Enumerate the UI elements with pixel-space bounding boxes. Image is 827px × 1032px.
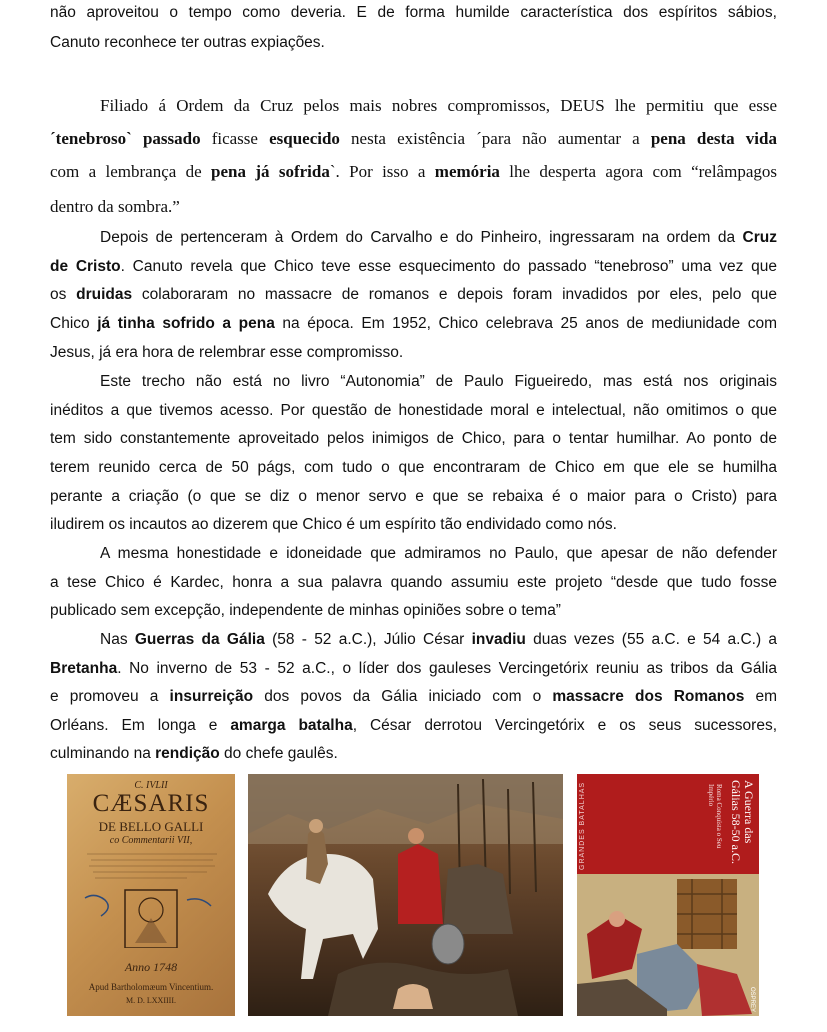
- bold-text: massacre dos Romanos: [552, 688, 745, 705]
- text-line: [50, 459, 777, 477]
- book-line: DE BELLO GALLI: [98, 819, 204, 834]
- text: com a lembrança de: [50, 162, 212, 181]
- text-line: [50, 197, 777, 217]
- bold-text: Cruz: [742, 229, 777, 246]
- text: (58 - 52 a.C.), Júlio César: [264, 631, 472, 648]
- book-line: C. IVLII: [134, 780, 168, 791]
- bold-text: esquecido: [269, 129, 340, 148]
- text-line: [50, 688, 777, 706]
- text-line: [50, 430, 777, 448]
- text: publicado sem excepção, independente de minhas opiniões sobre o tema”: [50, 602, 561, 619]
- text-line: [50, 34, 777, 52]
- text: iludirem os incautos ao dizerem que Chico é um espírito tão endividado como nós.: [50, 516, 617, 533]
- text-line: [50, 258, 777, 276]
- bold-text: Bretanha: [50, 660, 118, 677]
- text: perante a criação (o que se diz o menor servo e que se rebaixa é o maior para o Cristo) para: [50, 488, 777, 505]
- bold-text: insurreição: [169, 688, 254, 705]
- text-line: [50, 545, 777, 563]
- text: culminando na: [50, 745, 156, 762]
- text: lhe desperta agora com “relâmpagos: [499, 162, 777, 181]
- text: Este trecho não está no livro “Autonomia” de Paulo Figueiredo, mas está nos originais: [100, 373, 777, 390]
- text: , César derrotou Vercingetórix e os seus sucessores,: [352, 717, 777, 734]
- bold-text: invadiu: [471, 631, 526, 648]
- text-line: [50, 602, 777, 620]
- cover-publisher-logo: OSPREY: [749, 986, 755, 1012]
- text-line: [50, 660, 777, 678]
- text-line: [50, 96, 777, 116]
- text: em: [744, 688, 777, 705]
- text: na época. Em 1952, Chico celebrava 25 anos de mediunidade com: [274, 315, 778, 332]
- text: Canuto reconhece ter outras expiações.: [50, 34, 325, 51]
- de-bello-gallico-title-page-image: [67, 774, 235, 1016]
- text-line: [50, 745, 777, 763]
- book-line: co Commentarii VII,: [109, 835, 193, 846]
- text: Depois de pertenceram à Ordem do Carvalho e do Pinheiro, ingressaram na ordem da: [100, 229, 743, 246]
- vercingetorix-surrender-painting: [248, 774, 563, 1016]
- text: Orléans. Em longa e: [50, 717, 231, 734]
- text: a tese Chico é Kardec, honra a sua palavra quando assumiu este projeto “desde que tudo fosse: [50, 574, 777, 591]
- guerra-das-galias-book-cover: [577, 774, 759, 1016]
- cover-battle-illustration: [577, 874, 759, 1016]
- text: `. Por isso a: [329, 162, 435, 181]
- text-line: [50, 315, 777, 333]
- book-line: M. D. LXXIIII.: [126, 996, 176, 1005]
- bold-text: pena desta vida: [650, 129, 777, 148]
- book-line: CÆSARIS: [92, 790, 210, 817]
- text: nesta existência ´para não aumentar a: [339, 129, 651, 148]
- text-line: [50, 373, 777, 391]
- text: do chefe gaulês.: [219, 745, 338, 762]
- text-line: [50, 162, 777, 182]
- text-line: [50, 344, 777, 362]
- bold-text: Guerras da Gália: [134, 631, 265, 648]
- text: A mesma honestidade e idoneidade que admiramos no Paulo, que apesar de não defender: [100, 545, 777, 562]
- text: terem reunido cerca de 50 págs, com tudo o que encontraram de Chico em que ele se humilha: [50, 459, 777, 476]
- text-line: [50, 229, 777, 247]
- text: dos povos da Gália iniciado com o: [253, 688, 553, 705]
- bold-text: rendição: [155, 745, 220, 762]
- text-line: [50, 516, 777, 534]
- text-line: [50, 631, 777, 649]
- engraving-illustration: [67, 848, 235, 948]
- text: Filiado á Ordem da Cruz pelos mais nobres compromissos, DEUS lhe permitiu que esse: [100, 96, 777, 115]
- text: dentro da sombra.”: [50, 197, 180, 216]
- text-line: [50, 4, 777, 22]
- bold-text: amarga batalha: [230, 717, 353, 734]
- bold-text: já tinha sofrido a pena: [97, 315, 275, 332]
- text: duas vezes (55 a.C. e 54 a.C.) a: [525, 631, 778, 648]
- text: Chico: [50, 315, 98, 332]
- text: e promoveu a: [50, 688, 170, 705]
- text: . No inverno de 53 - 52 a.C., o líder dos gauleses Vercingetórix reuniu as tribos da Gália: [117, 660, 777, 677]
- cover-series: GRANDES BATALHAS: [579, 781, 586, 870]
- cover-title-area: [577, 774, 759, 874]
- book-line: Anno 1748: [124, 960, 178, 974]
- bold-text: de Cristo: [50, 258, 121, 275]
- bold-text: druidas: [76, 286, 133, 303]
- text-line: [50, 717, 777, 735]
- text-line: [50, 286, 777, 304]
- text: Jesus, já era hora de relembrar esse compromisso.: [50, 344, 404, 361]
- text: os: [50, 286, 77, 303]
- cover-title-line: Gálias 58-50 a.C.: [729, 780, 743, 864]
- text-line: [50, 574, 777, 592]
- text: inéditos a que tivemos acesso. Por questão de honestidade moral e intelectual, não omitimos o que: [50, 402, 777, 419]
- text: ficasse: [200, 129, 270, 148]
- bold-text: ´tenebroso` passado: [50, 129, 201, 148]
- painting-scene: [248, 774, 563, 1016]
- cover-subtitle: Roma Conquista o Seu Império: [707, 784, 723, 849]
- cover-title-line: A Guerra das: [742, 780, 756, 844]
- bold-text: pena já sofrida: [211, 162, 330, 181]
- text: não aproveitou o tempo como deveria. E de forma humilde característica dos espíritos sábios,: [50, 4, 777, 21]
- bold-text: memória: [434, 162, 500, 181]
- text-line: [50, 402, 777, 420]
- text: tem sido constantemente aproveitado pelos inimigos de Chico, para o tentar humilhar. Ao ponto de: [50, 430, 777, 447]
- book-line: Apud Bartholomæum Vincentium.: [88, 982, 214, 992]
- text: Nas: [100, 631, 135, 648]
- text-line: [50, 129, 777, 149]
- text: . Canuto revela que Chico teve esse esquecimento do passado “tenebroso” uma vez que: [120, 258, 777, 275]
- cover-title: [727, 780, 755, 870]
- text-line: [50, 488, 777, 506]
- text: colaboraram no massacre de romanos e depois foram invadidos por eles, pelo que: [132, 286, 777, 303]
